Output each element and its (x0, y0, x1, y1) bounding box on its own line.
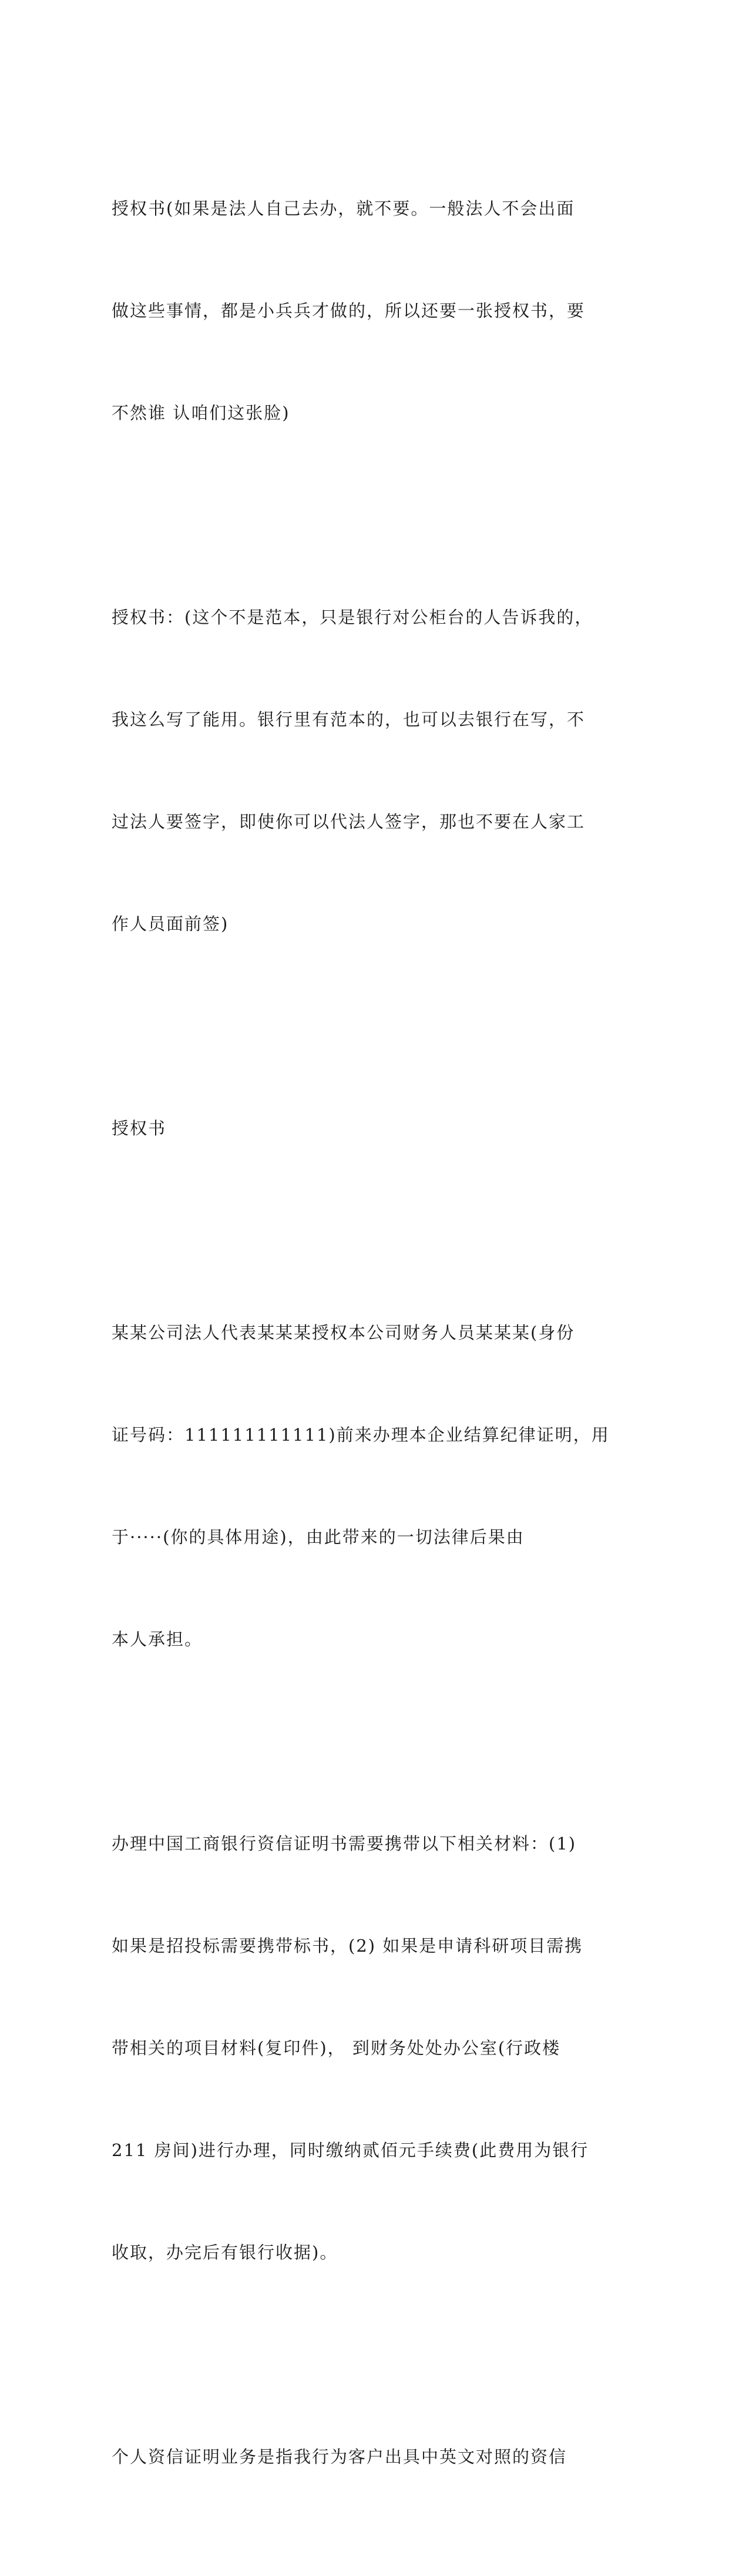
text-line: 211 房间)进行办理，同时缴纳贰佰元手续费(此费用为银行 (112, 2140, 589, 2160)
text-line: 某某公司法人代表某某某授权本公司财务人员某某某(身份 (112, 1323, 575, 1343)
paragraph-icbc-credit-certificate (112, 1758, 623, 2338)
text-line: 过法人要签字，即使你可以代法人签字，那也不要在人家工 (112, 812, 586, 832)
text-line: 办理中国工商银行资信证明书需要携带以下相关材料：(1) (112, 1834, 577, 1854)
text-line: 我这么写了能用。银行里有范本的，也可以去银行在写，不 (112, 709, 586, 729)
text-line: 不然谁 认咱们这张脸) (112, 403, 290, 423)
text-line: 于·····(你的具体用途)，由此带来的一切法律后果由 (112, 1527, 525, 1547)
document-body (112, 123, 623, 2576)
heading-text: 授权书 (112, 1118, 167, 1138)
text-line: 本人承担。 (112, 1629, 203, 1649)
text-line: 如果是招投标需要携带标书，(2) 如果是申请科研项目需携 (112, 1936, 583, 1956)
text-line: 收取，办完后有银行收据)。 (112, 2242, 338, 2262)
paragraph-authorization-intro (112, 123, 623, 498)
text-line: 带相关的项目材料(复印件)， 到财务处处办公室(行政楼 (112, 2038, 561, 2058)
paragraph-personal-credit-certificate (112, 2372, 623, 2542)
text-line: 个人资信证明业务是指我行为客户出具中英文对照的资信 (112, 2447, 567, 2467)
text-line: 授权书：(这个不是范本，只是银行对公柜台的人告诉我的， (112, 607, 593, 627)
paragraph-authorization-note (112, 532, 623, 1009)
text-line: 证号码：111111111111)前来办理本企业结算纪律证明，用 (112, 1425, 610, 1445)
paragraph-authorization-body (112, 1247, 623, 1724)
text-line: 作人员面前签) (112, 914, 229, 934)
text-line: 做这些事情，都是小兵兵才做的，所以还要一张授权书，要 (112, 301, 586, 321)
text-line: 授权书(如果是法人自己去办，就不要。一般法人不会出面 (112, 199, 575, 218)
paragraph-authorization-title (112, 1043, 623, 1213)
